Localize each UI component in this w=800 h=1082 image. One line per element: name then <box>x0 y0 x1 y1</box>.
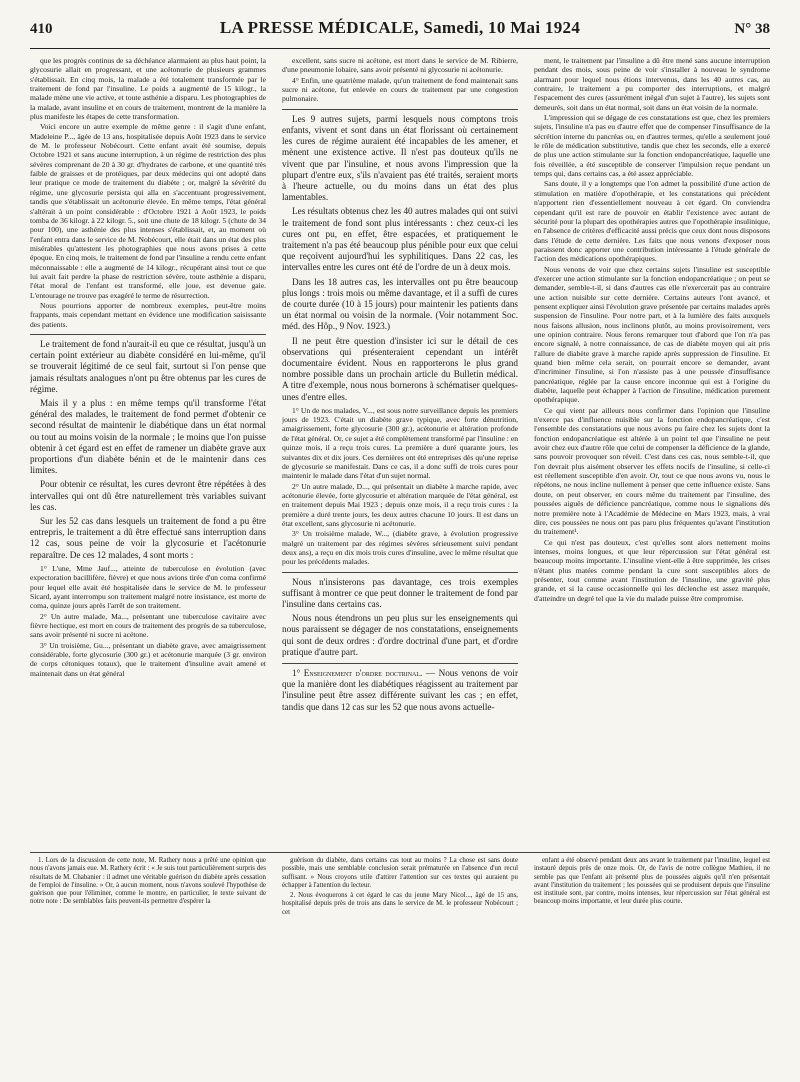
case-report: 1° L'une, Mme Jauf..., atteinte de tuberculose en évolution (avec expectoration bacillifère, fièvre) et que nous avions tirée d'un coma confirmé pour lequel elle avait été hospitalisée dans le service de M. le professeur Sicard, ayant interrompu son traitement malgré notre insistance, est morte de coma, quinze jours après l'arrêt de son traitement. <box>30 563 266 611</box>
paragraph: Il ne peut être question d'insister ici sur le détail de ces observations qui présenteraient cependant un intérêt documentaire évident. Nous en rapporterons le plus grand nombre possible dans un prochain article du Bulletin médical. A titre d'exemple, nous nous bornerons à schématiser quelques-unes d'entre elles. <box>282 335 518 402</box>
section-divider <box>282 109 518 110</box>
case-report: 1° Un de nos malades, V..., est sous notre surveillance depuis les premiers jours de 1923. C'était un diabète grave typique, avec forte dénutrition, amaigrissement, forte glycosurie (300 gr.), acétonurie et altération profonde de l'état général. Or, ce sujet a été complètement transformé par l'insuline : en quinze mois, il a reçu trois cures. La première a duré quarante jours, les suivantes dix et dix jours. Ces dernières ont été entreprises dès qu'une reprise de glycosurie se manifestait. Dans ce cas, il a donc suffi de trois cures pour maintenir le malade dans l'état d'un sujet normal. <box>282 405 518 481</box>
column-2 <box>282 56 518 846</box>
paragraph: Ce qui n'est pas douteux, c'est qu'elles sont alors nettement moins intenses, moins longues, et que leur répercussion sur l'état général est beaucoup moins importante. L'insuline vient-elle à être supprimée, les crises n'étant plus matées comme pendant la cure sont susceptibles alors de présenter, tout comme avant l'institution de l'insuline, une gravité plus grande, et si la cause occasionnelle qui les déclenche est assez marquée, d'atteindre un degré tel que la vie du malade puisse être compromise. <box>534 537 770 603</box>
section-text: Nous venons de voir que la manière dont les diabétiques réagissent au traitement par l'insuline peut être assez différente suivant les cas ; en effet, tandis que dans 12 cas sur les 52 que nous avons actuelle- <box>282 668 518 712</box>
footnote-column-1 <box>30 857 266 1072</box>
paragraph: excellent, sans sucre ni acétone, est mort dans le service de M. Ribierre, d'une pneumonie lobaire, sans avoir présenté ni glycosurie ni acétonurie. <box>282 56 518 75</box>
issue-number: N° 38 <box>734 21 770 37</box>
case-report: 2° Un autre malade, D..., qui présentait un diabète à marche rapide, avec acétonurie élevée, forte glycosurie et altération marquée de l'état général, est en traitement depuis Mai 1923 ; depuis onze mois, il a reçu trois cures : la première a duré trente jours, les deux autres chacune 10 jours. Il est dans un état excellent, sans glycosurie ni acétonurie. <box>282 481 518 528</box>
section-divider <box>282 572 518 573</box>
case-report: 3° Un troisième malade, W..., (diabète grave, à évolution progressive malgré un traitement par des régimes sévères sérieusement suivi pendant deux ans), a reçu en dix mois trois cures d'insuline, avec le même résultat que pour les précédents malades. <box>282 529 518 567</box>
paragraph: Ce qui vient par ailleurs nous confirmer dans l'opinion que l'insuline n'exerce pas d'influence nuisible sur la fonction endopancréatique, c'est l'ensemble des constatations que nous avons pu faire chez les sujets dont la fonction endopancréatique est altérée à un point tel que l'insuline ne peut avoir chez eux d'autre rôle que celui de compenser la déficience de la glande, sans pouvoir provoquer son réveil. C'est dans ces cas, nous semble-t-il, que l'on devrait plus aisément observer les effets nocifs de l'insuline, si celle-ci est réellement susceptible d'en avoir. Or, tout ce que nous avons vu, nous le répétons, ne nous incline nullement à penser que cette influence existe. Sans doute, on peut observer, en cours même du traitement par l'insuline, des poussées aiguës de déficience pancréatique, comme nous le signalions dès notre première note à l'Académie de Médecine en Mars 1923, mais, à vrai dire, ces poussées ne nous ont pas paru plus fréquentes qu'avant l'institution du traitement¹. <box>534 405 770 537</box>
case-report: 2° Un autre malade, Ma..., présentant une tuberculose cavitaire avec fièvre hectique, est mort en cours de traitement des progrès de sa tuberculose, sans avoir présenté ni sucre ni acétone. <box>30 611 266 640</box>
paragraph: que les progrès continus de sa déchéance alarmaient au plus haut point, la glycosurie allait en progressant, et une acétonurie de plusieurs grammes s'établissait. En cinq mois, la malade a été totalement transformée par le traitement de fond par l'insuline. Le poids a augmenté de 15 kilogr., la malade mène une vie active, et toute asthénie a disparu. Les photographies de la malade, avant insuline et en cours de traitement, montrent de la manière la plus manifeste les étapes de cette transformation. <box>30 56 266 122</box>
section-divider <box>30 334 266 335</box>
paragraph: ment, le traitement par l'insuline a dû être mené sans aucune interruption pendant des mois, sous peine de voir s'installer à nouveau le syndrome alarmant pour lequel nous étions intervenus, dans les 40 autres cas, au contraire, le traitement a pu comporter des interruptions, et malgré l'espacement des cures (assurément inégal d'un sujet à l'autre), les sujets sont demeurés, soit dans un état normal, soit dans un état voisin de la normale. <box>534 56 770 112</box>
footnotes <box>30 852 770 1072</box>
paragraph: Nous venons de voir que chez certains sujets l'insuline est susceptible d'exercer une action stimulante sur la fonction endopancréatique ; on peut se demander, semble-t-il, si dans d'autres cas elle n'exercerait pas au contraire une action nuisible sur cette dernière. Certains auteurs l'ont avancé, et pensent expliquer ainsi l'évolution grave présentée par certains malades après suspension de l'insuline. Pour notre part, et à la lumière des faits auxquels nous faisons allusion, nous inclinons plutôt, au moins provisoirement, vers une opinion contraire. Nous ferons remarquer tout d'abord que l'on n'a pas encore signalé, à notre connaissance, de cas de diabète moyen qui ait pris l'allure de diabète grave à marche rapide après suppression de l'insuline. Et quand bien même cela serait, on pourrait encore se demander, avant d'incriminer l'insuline, si l'on n'assiste pas à une poussée d'insuffisance pancréatique, réglée par la cause encore inconnue qui est à l'origine du diabète, laquelle peut échapper à l'action de l'insuline, médication purement opothérapique. <box>534 264 770 405</box>
paragraph: Voici encore un autre exemple de même genre : il s'agit d'une enfant, Madeleine P..., âgée de 13 ans, hospitalisée depuis Août 1923 dans le service de M. le professeur Nobécourt. Cette enfant avait été soumise, depuis Octobre 1921 et sans aucune interruption, à un régime de restriction des plus sévères comprenant de 20 à 30 gr. d'hydrates de carbone, et une quantité très faible de graisses et de protéiques, par deux médecins qui ont adopté dans leur pratique ce mode de traitement du diabète ; or, malgré la sévérité du régime, une glycosurie persista qui alla en s'accentuant progressivement, tandis que s'établissait un acétonurie élevée. En même temps, l'état général s'altérait à un point considérable : d'Octobre 1921 à Août 1923, le poids tomba de 36 kilogr. à 22 kilogr. 5., soit une chute de 18 kilogr. 5 (chute de 34 pour 100), une asthénie des plus intenses s'établissait, et, au moment où l'enfant entra dans le service de M. Nobécourt, elle était dans un état des plus misérables qu'attestent les photographies que nous avons prises à cette époque. En cinq mois, le traitement de fond par l'insuline a rendu cette enfant méconnaissable : elle a augmenté de 14 kilogr., récupérant ainsi tout ce que lui avait fait perdre la phase de restriction sévère, toute asthénie a disparu, l'état moral de l'enfant est transformé, elle joue, est devenue gaie. L'entourage ne trouve pas exagéré le terme de résurrection. <box>30 122 266 300</box>
journal-name: LA PRESSE MÉDICALE, <box>219 18 419 37</box>
running-header <box>30 18 770 49</box>
paragraph: Le traitement de fond n'aurait-il eu que ce résultat, jusqu'à un certain point extérieur au diabète considéré en lui-même, qu'il se trouverait légitimé de ce seul fait, surtout si l'on pense que jamais résultats analogues n'ont pu être obtenus par les cures de régime. <box>30 338 266 394</box>
column-1 <box>30 56 266 846</box>
paragraph: Nous nous étendrons un peu plus sur les enseignements qui nous paraissent se dégager de nos constatations, enseignements qui sont de deux ordres : d'ordre doctrinal d'une part, et d'ordre pratique d'autre part. <box>282 613 518 657</box>
paragraph: Dans les 18 autres cas, les intervalles ont pu être beaucoup plus longs : trois mois ou même davantage, et il a suffi de cures de courte durée (10 à 15 jours) pour maintenir les patients dans un état normal ou voisin de la normale. (Voir notamment Soc. méd. des Hôp., 9 Nov. 1923.) <box>282 276 518 332</box>
issue-date: Samedi, 10 Mai 1924 <box>423 18 581 37</box>
case-report: 3° Un troisième, Gu..., présentant un diabète grave, avec amaigrissement considérable, forte glycosurie (300 gr.) et acétonurie marquée (3 gr. environ de corps cétoniques totaux), que le traitement d'insuline avait amené et maintenait dans un état général <box>30 640 266 678</box>
paragraph: Les résultats obtenus chez les 40 autres malades qui ont suivi le traitement de fond sont plus intéressants : chez ceux-ci les cures ont pu, en effet, être espacées, et pratiquement le traitement n'a pas été beaucoup plus pénible pour eux que celui que reçoivent aujourd'hui les syphilitiques. Dans 22 cas, les intervalles entre les cures ont été de l'ordre de un à deux mois. <box>282 206 518 273</box>
section-divider <box>282 663 518 664</box>
footnote-column-3 <box>534 857 770 1072</box>
column-3 <box>534 56 770 846</box>
paragraph: 4° Enfin, une quatrième malade, qu'un traitement de fond maintenait sans sucre ni acétone, fut enlevée en cours de traitement par une congestion pulmonaire. <box>282 75 518 104</box>
paragraph: Mais il y a plus : en même temps qu'il transforme l'état général des malades, le traitement de fond permet d'obtenir ce second résultat de maintenir le diabétique dans un état normal ou tout au moins voisin de la normale ; le moins que l'on puisse obtenir à cet égard est en effet de ramener un diabète grave aux proportions d'un diabète bénin et de le maintenir dans ces limites. <box>30 397 266 476</box>
footnote: 2. Nous évoquerons à cet égard le cas du jeune Mary Nicol..., âgé de 15 ans, hospitalisé depuis près de trois ans dans le service de M. le professeur Nobécourt ; cet <box>282 892 518 916</box>
footnote: guérison du diabète, dans certains cas tout au moins ? La chose est sans doute possible, mais une semblable conclusion serait prématurée en l'absence d'un recul suffisant. » Nous croyons utile d'attirer l'attention sur ces textes qui auraient pu échapper à l'attention du lecteur. <box>282 857 518 889</box>
section-paragraph <box>282 668 518 713</box>
paragraph: Les 9 autres sujets, parmi lesquels nous comptons trois enfants, vivent et sont dans un état florissant où certainement les cures de régime auraient été incapables de les amener, et mènent une existence active. Il n'est pas douteux qu'ils ne vivent que par l'insuline, et nous avons l'impression que la plupart d'entre eux, s'ils n'avaient pas été traités, seraient morts à l'heure actuelle, ou du moins dans un état des plus lamentables. <box>282 113 518 203</box>
paragraph: Sans doute, il y a longtemps que l'on admet la possibilité d'une action de stimulation en matière d'opothérapie, et les constatations qui précèdent n'apportent rien d'essentiellement nouveau à cet égard. On conviendra cependant qu'il est rare de pouvoir en établir l'existence avec autant de sécurité pour la plupart des opothérapies autres que l'opothérapie insulinique, en l'absence de critères d'efficacité aussi précis que ceux dont nous disposons dans l'étude de cette dernière. Les faits que nous venons d'exposer nous paraissent donc apporter une contribution intéressante à l'étude générale de l'action des médications opothérapiques. <box>534 179 770 264</box>
journal-title <box>90 18 710 38</box>
footnote: enfant a été observé pendant deux ans avant le traitement par l'insuline, lequel est instauré depuis près de onze mois. Or, de l'avis de notre collègue Mathieu, il ne semble pas que l'enfant ait présenté plus de poussées aiguës qu'il n'en présentait avant l'institution du traitement ; les poussées qui se produisent depuis que l'insuline est instituée sont, par contre, moins intenses, leur répercussion sur l'état général est beaucoup moins importante, et leur durée plus courte. <box>534 857 770 906</box>
footnote-column-2 <box>282 857 518 1072</box>
paragraph: L'impression qui se dégage de ces constatations est que, chez les premiers sujets, l'insuline n'a pas eu d'autre effet que de compenser l'insuffisance de la sécrétion interne du pancréas ou, en d'autres termes, qu'elle a seulement joué le rôle de médication substitutive, tandis que chez les seconds, elle a exercé de plus une action stimulante sur la fonction endopancréatique, laquelle une fois réveillée, a été susceptible de conserver l'impulsion reçue pendant un temps qui, dans certains cas, a été assez appréciable. <box>534 113 770 179</box>
paragraph: Sur les 52 cas dans lesquels un traitement de fond a pu être entrepris, le traitement a dû être effectué sans interruption dans 12 cas, sous peine de voir la glycosurie et l'acétonurie reparaître. De ces 12 malades, 4 sont morts : <box>30 516 266 560</box>
article-body <box>30 56 770 846</box>
footnote: 1. Lors de la discussion de cette note, M. Rathery nous a prêté une opinion que nous n'avons jamais eue. M. Rathery écrit : « Je suis tout particulièrement surpris des résultats de M. Chabanier : il admet une véritable guérison du diabète après cessation de l'emploi de l'insuline. » Or, à aucun moment, nous n'avons soulevé l'hypothèse de guérison que pour l'éliminer, comme le montre, en particulier, le texte suivant de notre note : De semblables faits peuvent-ils permettre d'espérer la <box>30 857 266 906</box>
section-heading: 1° Enseignement d'ordre doctrinal. — <box>292 668 436 679</box>
paragraph: Pour obtenir ce résultat, les cures devront être répétées à des intervalles qui ont dû être naturellement très variables suivant les cas. <box>30 479 266 512</box>
paragraph: Nous pourrions apporter de nombreux exemples, peut-être moins frappants, mais cependant mettant en évidence une modification saisissante des patients. <box>30 300 266 329</box>
paragraph: Nous n'insisterons pas davantage, ces trois exemples suffisant à montrer ce que peut donner le traitement de fond par l'insuline dans certains cas. <box>282 576 518 610</box>
page-number: 410 <box>30 21 53 37</box>
